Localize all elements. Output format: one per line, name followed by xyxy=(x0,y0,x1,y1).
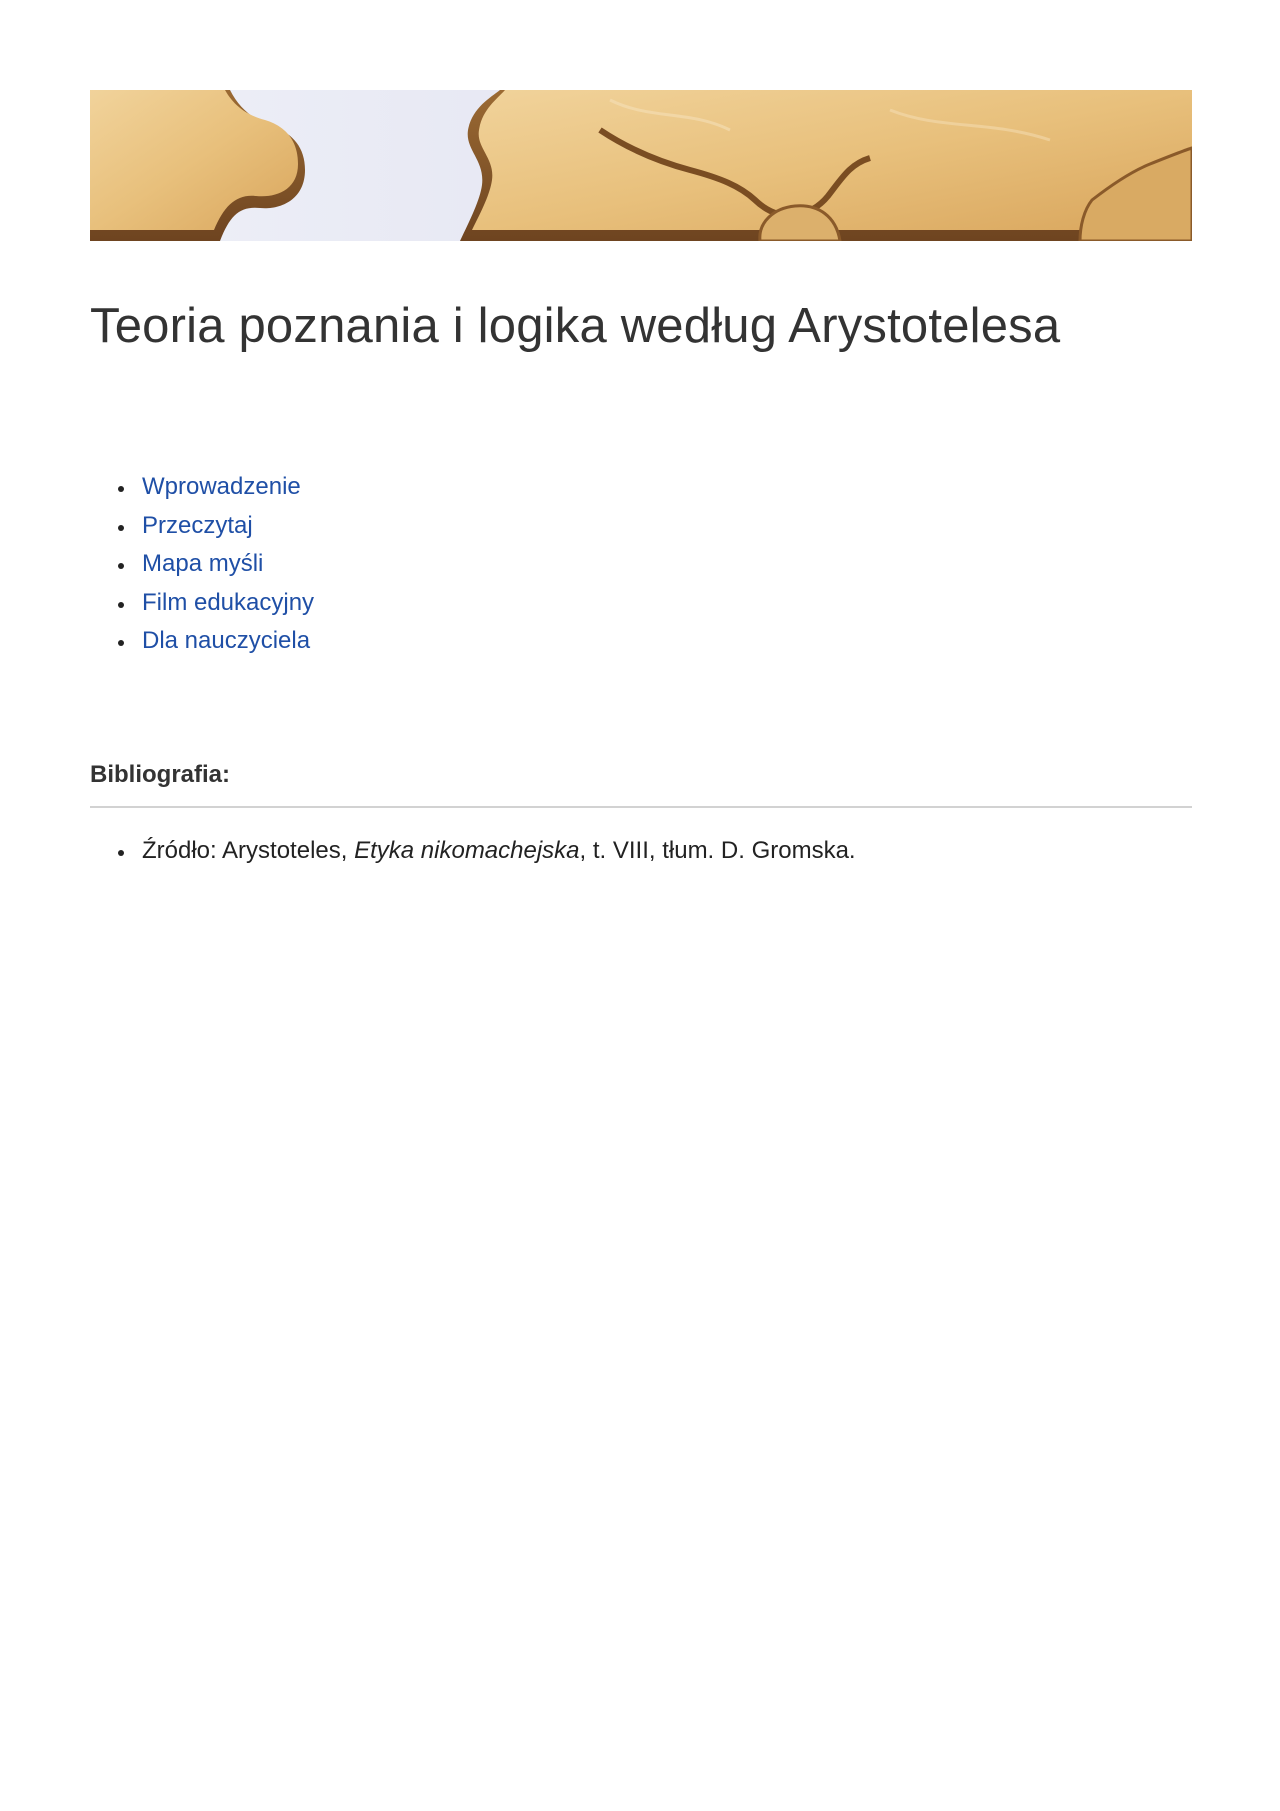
toc-link-przeczytaj[interactable]: Przeczytaj xyxy=(142,511,253,539)
bibliography-list xyxy=(90,832,856,870)
toc-link-wprowadzenie[interactable]: Wprowadzenie xyxy=(142,473,301,500)
page-title: Teoria poznania i logika według Arystotelesa xyxy=(90,299,1061,353)
bibliography-entry xyxy=(142,832,856,870)
toc-item-mapa-mysli xyxy=(142,545,314,584)
toc-link-film-edukacyjny[interactable]: Film edukacyjny xyxy=(142,588,315,616)
toc-link-mapa-mysli[interactable]: Mapa myśli xyxy=(142,550,264,577)
toc-item-dla-nauczyciela xyxy=(142,622,314,661)
bibliography-entry-prefix: Źródło: Arystoteles, xyxy=(142,837,355,864)
bibliography-entry-suffix: , t. VIII, tłum. D. Gromska. xyxy=(579,837,856,864)
bibliography-divider xyxy=(90,806,1192,808)
toc-item-film-edukacyjny xyxy=(142,584,314,623)
bibliography-work-title: Etyka nikomachejska xyxy=(354,837,580,864)
puzzle-pieces-image xyxy=(90,90,1192,241)
toc-link-dla-nauczyciela[interactable]: Dla nauczyciela xyxy=(142,627,311,654)
bibliography-heading: Bibliografia: xyxy=(90,761,231,788)
table-of-contents xyxy=(90,468,314,661)
toc-item-przeczytaj xyxy=(142,507,314,546)
toc-item-wprowadzenie xyxy=(142,468,314,507)
header-banner-image xyxy=(90,90,1192,241)
